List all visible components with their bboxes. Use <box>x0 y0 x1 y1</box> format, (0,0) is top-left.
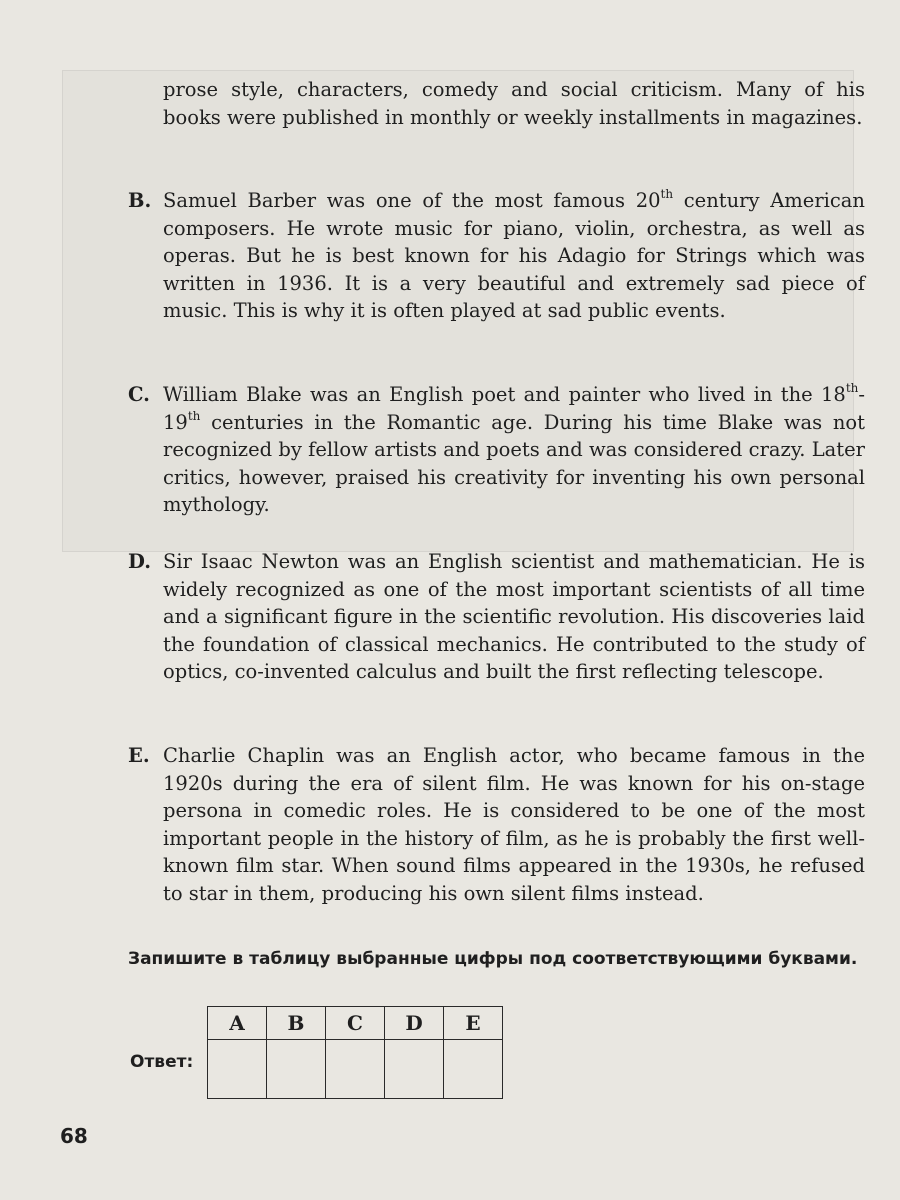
item-e <box>128 742 865 907</box>
answer-cell-e[interactable] <box>444 1040 503 1099</box>
item-c <box>128 381 865 519</box>
continuation-paragraph: prose style, characters, comedy and social criticism. Many of his books were published in monthly or weekly installments in magazines. <box>163 78 865 129</box>
item-letter: B. <box>128 189 152 212</box>
answer-cell-d[interactable] <box>385 1040 444 1099</box>
header-cell-b: B <box>267 1007 326 1040</box>
header-cell-a: A <box>208 1007 267 1040</box>
answer-table <box>207 1006 503 1099</box>
answer-cell-c[interactable] <box>326 1040 385 1099</box>
header-cell-e: E <box>444 1007 503 1040</box>
item-letter: C. <box>128 383 150 406</box>
item-text: Samuel Barber was one of the most famous 20th century American composers. He wrote music for piano, violin, orchestra, as well as operas. But he is best known for his Adagio for Strings which was written in 1936. It is a very beautiful and extremely sad piece of music. This is why it is often played at sad public events. <box>163 187 865 322</box>
item-text: Charlie Chaplin was an English actor, who became famous in the 1920s during the era of silent film. He was known for his on-stage persona in comedic roles. He is considered to be one of the most important people in the history of film, as he is probably the first well-known film star. When sound films appeared in the 1930s, he refused to star in them, producing his own silent films instead. <box>163 744 865 905</box>
item-letter: E. <box>128 744 150 767</box>
item-d <box>128 548 865 686</box>
item-text: Sir Isaac Newton was an English scientist and mathematician. He is widely recognized as one of the most important scientists of all time and a significant figure in the scientific revolution. His discoveries laid the foundation of classical mechanics. He contributed to the study of optics, co-invented calculus and built the first reflecting telescope. <box>163 550 865 683</box>
header-cell-c: C <box>326 1007 385 1040</box>
item-letter: D. <box>128 550 152 573</box>
answer-cell-b[interactable] <box>267 1040 326 1099</box>
answer-cell-a[interactable] <box>208 1040 267 1099</box>
answer-label: Ответ: <box>130 1052 194 1072</box>
item-b <box>128 187 865 325</box>
answer-table-input-row <box>208 1040 503 1099</box>
item-text: William Blake was an English poet and painter who lived in the 18th-19th centuries in the Romantic age. During his time Blake was not recognized by fellow artists and poets and was considered crazy. Later critics, however, praised his creativity for inventing his own personal mythology. <box>163 381 865 516</box>
header-cell-d: D <box>385 1007 444 1040</box>
page-number: 68 <box>60 1124 88 1148</box>
instruction-text: Запишите в таблицу выбранные цифры под соответствующими буквами. <box>128 949 858 969</box>
answer-table-header-row <box>208 1007 503 1040</box>
